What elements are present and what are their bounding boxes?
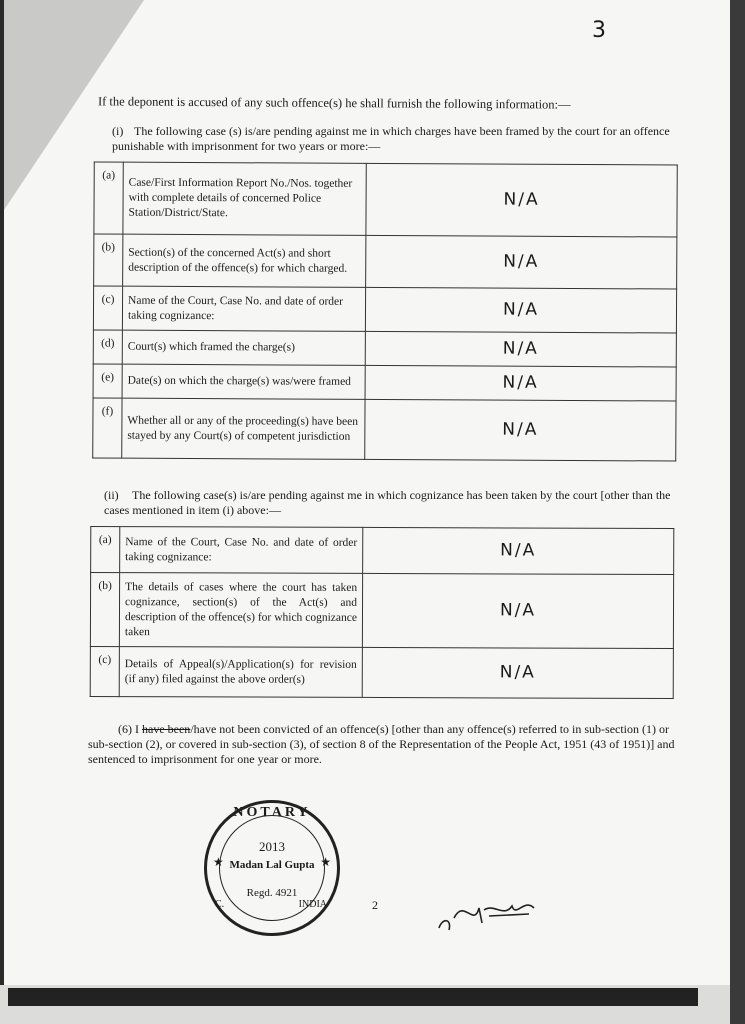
section-i-text: The following case (s) is/are pending against me in which charges have been framed by the court for an offence punishable with imprisonment for two years or more:— <box>112 124 670 153</box>
stamp-bottom-right: INDIA <box>298 899 327 910</box>
document-page <box>4 0 730 985</box>
table-row <box>93 330 676 367</box>
row-question: The details of cases where the court has taken cognizance, section(s) of the Act(s) and description of the offence(s) for which cognizance taken <box>119 573 362 648</box>
row-question: Details of Appeal(s)/Application(s) for revision (if any) filed against the above order(s) <box>119 647 362 698</box>
row-question: Whether all or any of the proceeding(s) have been stayed by any Court(s) of competent jurisdiction <box>122 398 365 459</box>
row-answer-handwritten: N/A <box>362 573 673 648</box>
row-question: Date(s) on which the charge(s) was/were framed <box>122 364 365 399</box>
scan-bottom-shadow <box>8 988 698 1006</box>
signature-image <box>434 888 544 938</box>
page-number: 2 <box>372 898 378 912</box>
table-row <box>93 398 676 461</box>
section-6-text: /have not been convicted of an offence(s) [other than any offence(s) referred to in sub-section (1) or sub-section (2), or covered in sub-section (3), of section 8 of the Representation of the People Act, 1951 (43 of 1951)] and sentenced to imprisonment for one year or more. <box>88 722 675 766</box>
section-6-paragraph <box>88 722 678 767</box>
row-key: (b) <box>90 572 119 646</box>
stamp-year: 2013 <box>259 839 285 854</box>
row-answer-handwritten: N/A <box>365 365 676 401</box>
stamp-title: NOTARY <box>233 805 311 820</box>
row-key: (f) <box>93 398 122 458</box>
section-6-prefix: (6) I <box>118 722 142 736</box>
corner-page-mark: 3 <box>592 18 606 43</box>
star-icon: ★ <box>213 855 224 869</box>
row-answer-handwritten: N/A <box>366 235 677 289</box>
table-row <box>94 162 677 237</box>
scan-right-edge <box>730 0 745 1024</box>
star-icon: ★ <box>320 855 331 869</box>
row-answer-handwritten: N/A <box>365 287 676 333</box>
table-row <box>90 646 673 698</box>
table-row <box>93 286 676 333</box>
intro-text: If the deponent is accused of any such offence(s) he shall furnish the following information:— <box>97 94 571 112</box>
table-row <box>93 364 676 401</box>
stamp-bottom-left: C. <box>215 899 225 910</box>
row-question: Name of the Court, Case No. and date of order taking cognizance: <box>122 286 365 331</box>
row-answer-handwritten: N/A <box>362 647 673 698</box>
row-question: Name of the Court, Case No. and date of order taking cognizance: <box>120 527 363 574</box>
row-key: (c) <box>90 646 119 696</box>
row-key: (c) <box>93 286 122 330</box>
row-key: (e) <box>93 364 122 398</box>
row-key: (d) <box>93 330 122 364</box>
row-answer-handwritten: N/A <box>365 331 676 367</box>
cognizance-taken-table <box>90 526 675 699</box>
row-answer-handwritten: N/A <box>365 399 676 461</box>
section-ii-text: The following case(s) is/are pending against me in which cognizance has been taken by the court [other than the cases mentioned in item (i) above:— <box>104 488 671 517</box>
charges-framed-table <box>92 161 678 461</box>
table-row <box>94 234 677 289</box>
section-i-heading <box>112 124 682 154</box>
section-i-number: (i) <box>112 124 124 138</box>
row-question: Court(s) which framed the charge(s) <box>122 330 365 365</box>
row-answer-handwritten: N/A <box>363 527 674 574</box>
section-ii-heading <box>104 488 679 518</box>
row-question: Case/First Information Report No./Nos. together with complete details of concerned Police Station/District/State. <box>123 162 366 235</box>
section-6-struck-text: have been <box>142 722 191 736</box>
table-row <box>90 572 673 648</box>
row-key: (b) <box>94 234 123 286</box>
stamp-name: Madan Lal Gupta <box>229 859 315 871</box>
section-ii-number: (ii) <box>104 488 119 502</box>
stamp-registration: Regd. 4921 <box>246 887 298 899</box>
notary-stamp <box>204 800 340 936</box>
row-key: (a) <box>91 526 120 572</box>
row-key: (a) <box>94 162 123 234</box>
row-question: Section(s) of the concerned Act(s) and short description of the offence(s) for which charged. <box>123 234 366 287</box>
table-row <box>91 526 674 574</box>
row-answer-handwritten: N/A <box>366 163 677 237</box>
